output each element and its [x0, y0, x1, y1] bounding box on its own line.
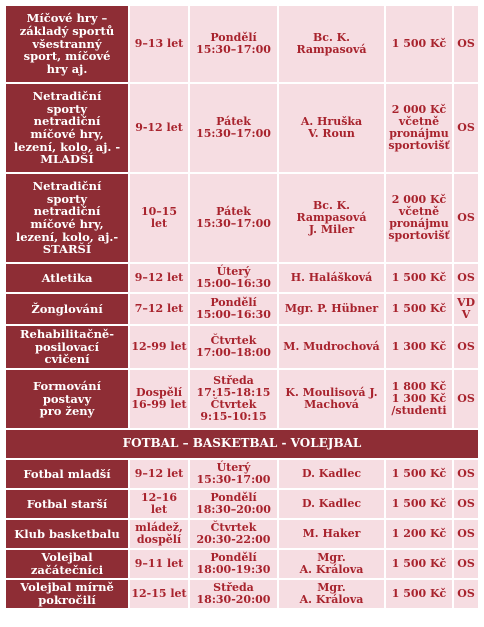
price: 1 500 Kč	[386, 264, 452, 292]
table-row	[6, 520, 478, 548]
age-range: 12-15 let	[130, 580, 188, 608]
trainer: M. Haker	[279, 520, 384, 548]
trainer: D. Kadlec	[279, 490, 384, 518]
table-row	[6, 370, 478, 428]
price: 1 500 Kč	[386, 550, 452, 578]
age-range: 9–12 let	[130, 460, 188, 488]
trainer: H. Halášková	[279, 264, 384, 292]
price: 1 800 Kč 1 300 Kč /studenti	[386, 370, 452, 428]
trainer: Mgr. A. Králova	[279, 550, 384, 578]
activity-name: Volejbal mírně pokročilí	[6, 580, 128, 608]
schedule-time: Pondělí 15:00–16:30	[190, 294, 277, 324]
price: 1 500 Kč	[386, 6, 452, 82]
place: OS	[454, 370, 478, 428]
table-row	[6, 490, 478, 518]
activity-name: Míčové hry – základý sportů všestranný sport, míčové hry aj.	[6, 6, 128, 82]
schedule-time: Středa 18:30-20:00	[190, 580, 277, 608]
schedule-time: Pátek 15:30–17:00	[190, 174, 277, 262]
place: OS	[454, 580, 478, 608]
age-range: Dospělí 16-99 let	[130, 370, 188, 428]
activity-name: Atletika	[6, 264, 128, 292]
trainer: Mgr. A. Králova	[279, 580, 384, 608]
price: 2 000 Kč včetně pronájmu sportovišť	[386, 84, 452, 172]
age-range: 9–13 let	[130, 6, 188, 82]
activity-name: Klub basketbalu	[6, 520, 128, 548]
activity-name: Volejbal začátečníci	[6, 550, 128, 578]
trainer: A. Hruška V. Roun	[279, 84, 384, 172]
schedule-time: Pondělí 18:30–20:00	[190, 490, 277, 518]
trainer: Bc. K. Rampasová J. Miler	[279, 174, 384, 262]
place: OS	[454, 326, 478, 368]
trainer: K. Moulisová J. Machová	[279, 370, 384, 428]
place: OS	[454, 264, 478, 292]
schedule-time: Středa 17:15-18:15 Čtvrtek 9:15-10:15	[190, 370, 277, 428]
schedule-time: Pátek 15:30–17:00	[190, 84, 277, 172]
activity-name: Formování postavy pro ženy	[6, 370, 128, 428]
price: 1 500 Kč	[386, 490, 452, 518]
table-row	[6, 6, 478, 82]
table-row	[6, 550, 478, 578]
age-range: mládež, dospělí	[130, 520, 188, 548]
price: 1 500 Kč	[386, 460, 452, 488]
trainer: M. Mudrochová	[279, 326, 384, 368]
table-row	[6, 580, 478, 608]
activity-name: Žonglování	[6, 294, 128, 324]
table-row	[6, 264, 478, 292]
table-row	[6, 174, 478, 262]
price: 1 200 Kč	[386, 520, 452, 548]
age-range: 12–16 let	[130, 490, 188, 518]
trainer: Bc. K. Rampasová	[279, 6, 384, 82]
section-header-row	[6, 430, 478, 458]
schedule-time: Úterý 15:30-17:00	[190, 460, 277, 488]
price: 2 000 Kč včetně pronájmu sportovišť	[386, 174, 452, 262]
price: 1 500 Kč	[386, 294, 452, 324]
schedule-time: Pondělí 15:30–17:00	[190, 6, 277, 82]
price: 1 300 Kč	[386, 326, 452, 368]
trainer: Mgr. P. Hübner	[279, 294, 384, 324]
place: VD V	[454, 294, 478, 324]
activity-name: Netradiční sporty netradiční míčové hry, lezení, kolo, aj. - MLADŠÍ	[6, 84, 128, 172]
place: OS	[454, 174, 478, 262]
place: OS	[454, 490, 478, 518]
activity-name: Rehabilitačně- posilovací cvičení	[6, 326, 128, 368]
age-range: 9-12 let	[130, 84, 188, 172]
section-title: FOTBAL – BASKETBAL - VOLEJBAL	[6, 430, 478, 458]
table-row	[6, 294, 478, 324]
place: OS	[454, 550, 478, 578]
age-range: 9–12 let	[130, 264, 188, 292]
activity-name: Netradiční sporty netradiční míčové hry, lezení, kolo, aj.- STARŠÍ	[6, 174, 128, 262]
activity-name: Fotbal starší	[6, 490, 128, 518]
schedule-time: Čtvrtek 20:30-22:00	[190, 520, 277, 548]
age-range: 12-99 let	[130, 326, 188, 368]
schedule-time: Čtvrtek 17:00–18:00	[190, 326, 277, 368]
place: OS	[454, 520, 478, 548]
table-row	[6, 326, 478, 368]
schedule-time: Pondělí 18:00-19:30	[190, 550, 277, 578]
age-range: 10–15 let	[130, 174, 188, 262]
place: OS	[454, 460, 478, 488]
trainer: D. Kadlec	[279, 460, 384, 488]
place: OS	[454, 6, 478, 82]
activity-name: Fotbal mladší	[6, 460, 128, 488]
table-row	[6, 84, 478, 172]
place: OS	[454, 84, 478, 172]
schedule-table	[4, 4, 480, 610]
schedule-time: Úterý 15:00–16:30	[190, 264, 277, 292]
price: 1 500 Kč	[386, 580, 452, 608]
age-range: 9–11 let	[130, 550, 188, 578]
table-row	[6, 460, 478, 488]
age-range: 7–12 let	[130, 294, 188, 324]
